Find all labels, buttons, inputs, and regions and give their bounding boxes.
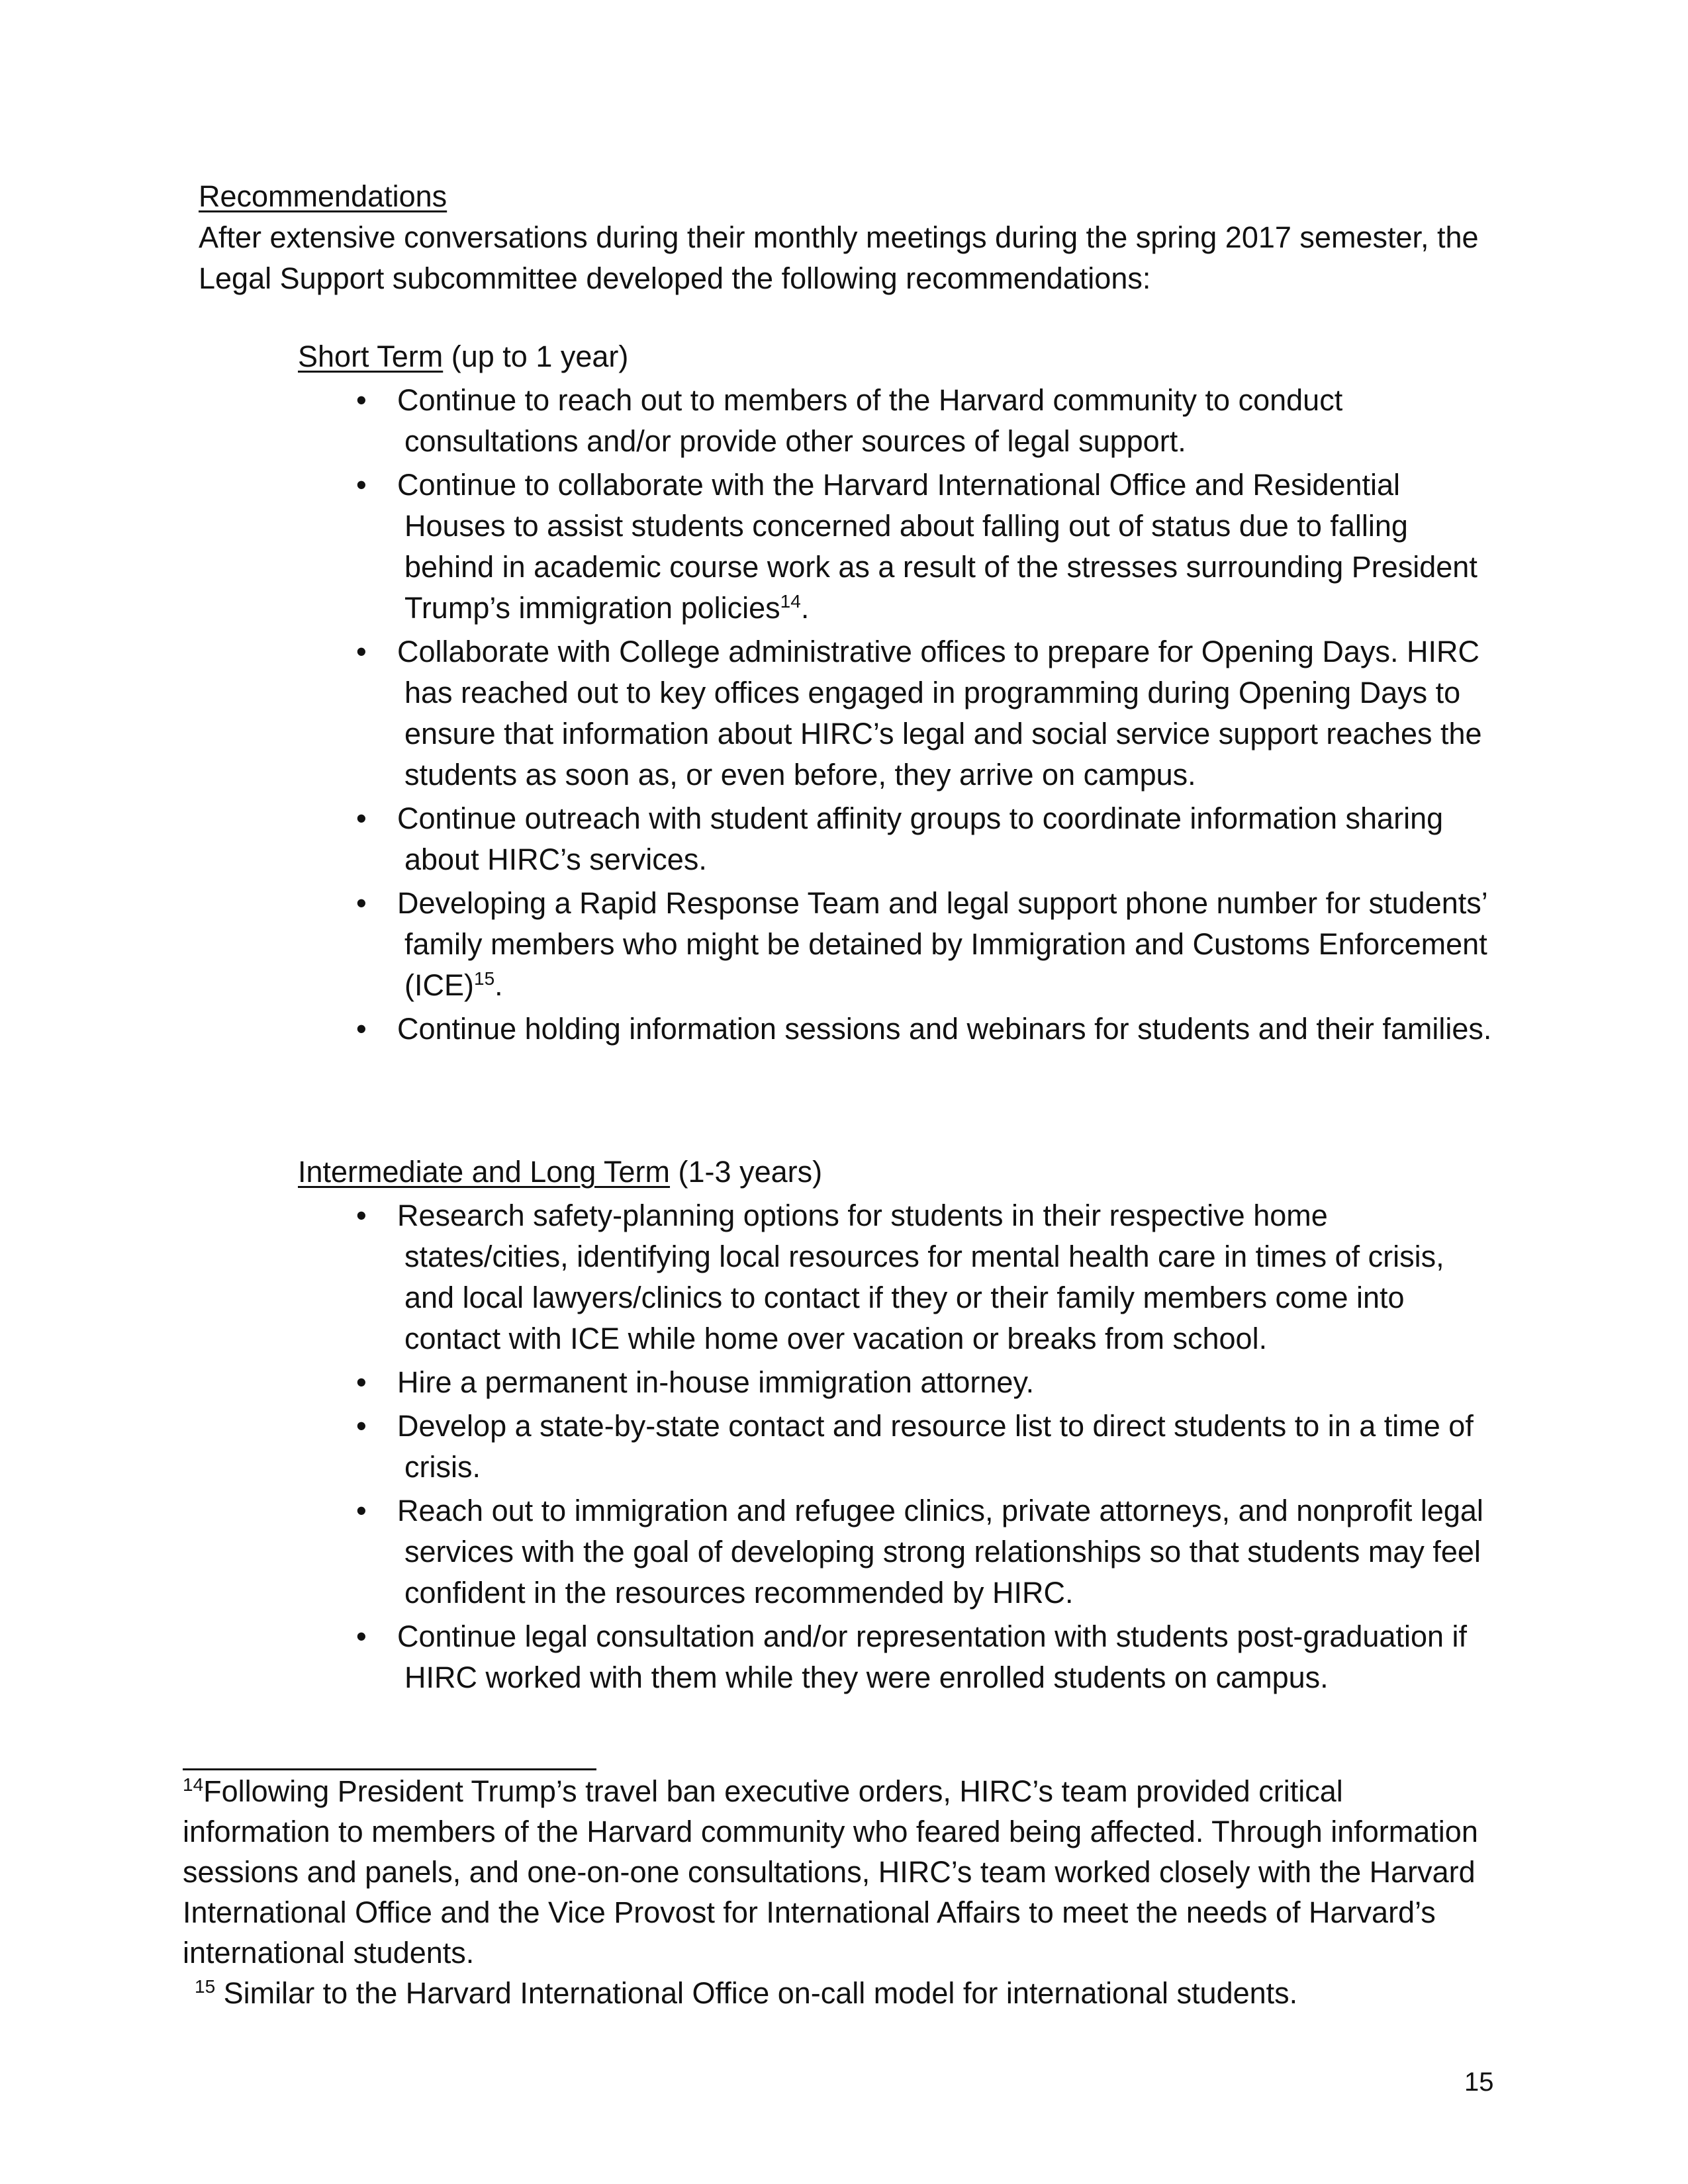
list-item	[298, 1195, 1503, 1359]
list-item-text: Continue outreach with student affinity groups to coordinate information sharing about HIRC’s services.	[397, 801, 1444, 876]
footnote-divider	[183, 1768, 596, 1770]
footnote-14	[183, 1771, 1493, 1973]
intro-paragraph: After extensive conversations during their monthly meetings during the spring 2017 semester, the Legal Support subcommittee developed the following recommendations:	[199, 220, 1479, 295]
short-term-list	[298, 380, 1503, 1050]
list-item-text: Reach out to immigration and refugee clinics, private attorneys, and nonprofit legal services with the goal of developing strong relationships so that students may feel confident in the resources recommended by HIRC.	[397, 1494, 1483, 1610]
list-item	[298, 798, 1503, 880]
bullet-icon: •	[356, 886, 367, 920]
short-term-heading	[298, 336, 1503, 377]
bullet-icon: •	[356, 1619, 367, 1653]
bullet-icon: •	[356, 635, 367, 668]
short-term-range: (up to 1 year)	[451, 340, 629, 373]
list-item: • Developing a Rapid Response Team and legal support phone number for students’ family members who might be detained by Immigration and Customs Enforcement (ICE)$^{15}$.	[298, 883, 1503, 1006]
list-item	[298, 631, 1503, 796]
bullet-icon: •	[356, 1365, 367, 1399]
list-item-text: Continue holding information sessions and webinars for students and their families.	[397, 1012, 1492, 1046]
list-item-text: Develop a state-by-state contact and resource list to direct students to in a time of crisis.	[397, 1409, 1474, 1484]
footnote-ref[interactable]: 15	[474, 968, 495, 989]
long-term-heading	[298, 1152, 1503, 1193]
bullet-icon: •	[356, 383, 367, 417]
bullet-icon: •	[356, 801, 367, 835]
list-item	[298, 1490, 1503, 1614]
footnote-number: 15	[195, 1976, 216, 1997]
short-term-title: Short Term	[298, 340, 444, 373]
long-term-section	[298, 1152, 1503, 1698]
bullet-icon: •	[356, 1409, 367, 1443]
long-term-list	[298, 1195, 1503, 1698]
page-number: 15	[1464, 2068, 1494, 2097]
list-item-text: Continue legal consultation and/or representation with students post-graduation if HIRC worked with them while they were enrolled students on campus.	[397, 1619, 1468, 1694]
list-item	[298, 1009, 1503, 1050]
bullet-icon: •	[356, 1012, 367, 1046]
list-item	[298, 380, 1503, 462]
list-item	[298, 1362, 1503, 1403]
section-heading: Recommendations	[199, 179, 447, 213]
bullet-icon: •	[356, 1199, 367, 1232]
bullet-icon: •	[356, 1494, 367, 1527]
footnote-ref[interactable]: 14	[780, 591, 801, 612]
footnote-text: Similar to the Harvard International Office on-call model for international students.	[223, 1976, 1298, 2010]
long-term-title: Intermediate and Long Term	[298, 1155, 671, 1189]
long-term-range: (1-3 years)	[678, 1155, 823, 1189]
list-item-text: Continue to reach out to members of the Harvard community to conduct consultations and/or provide other sources of legal support.	[397, 383, 1343, 458]
list-item: • Continue to collaborate with the Harvard International Office and Residential Houses to assist students concerned about falling out of status due to falling behind in academic course work as a result of the stresses surrounding President Trump’s immigration policies$^{14}$.	[298, 465, 1503, 629]
footnote-text: Following President Trump’s travel ban executive orders, HIRC’s team provided critical information to members of the Harvard community who feared being affected. Through information sessions and panels, and one-on-one consultations, HIRC’s team worked closely with the Harvard International Office and the Vice Provost for International Affairs to meet the needs of Harvard’s international students.	[183, 1774, 1478, 1970]
footnote-15	[183, 1973, 1493, 2013]
footnotes	[183, 1771, 1493, 2013]
list-item-text: Collaborate with College administrative offices to prepare for Opening Days. HIRC has reached out to key offices engaged in programming during Opening Days to ensure that information about HIRC’s legal and social service support reaches the students as soon as, or even before, they arrive on campus.	[397, 635, 1482, 792]
list-item	[298, 1616, 1503, 1698]
list-item-text: Hire a permanent in-house immigration attorney.	[397, 1365, 1035, 1399]
footnote-number: 14	[183, 1774, 204, 1795]
list-item	[298, 1406, 1503, 1488]
list-item-text: Research safety-planning options for students in their respective home states/cities, identifying local resources for mental health care in times of crisis, and local lawyers/clinics to contact if they or their family members come into contact with ICE while home over vacation or breaks from school.	[397, 1199, 1444, 1355]
short-term-section	[298, 336, 1503, 1050]
list-item-text: Continue to collaborate with the Harvard International Office and Residential Houses to assist students concerned about falling out of status due to falling behind in academic course work as a result of the stresses surrounding President Trump’s immigration policies	[397, 468, 1477, 625]
bullet-icon: •	[356, 468, 367, 502]
list-item-text: Developing a Rapid Response Team and legal support phone number for students’ family members who might be detained by Immigration and Customs Enforcement (ICE)	[397, 886, 1487, 1002]
